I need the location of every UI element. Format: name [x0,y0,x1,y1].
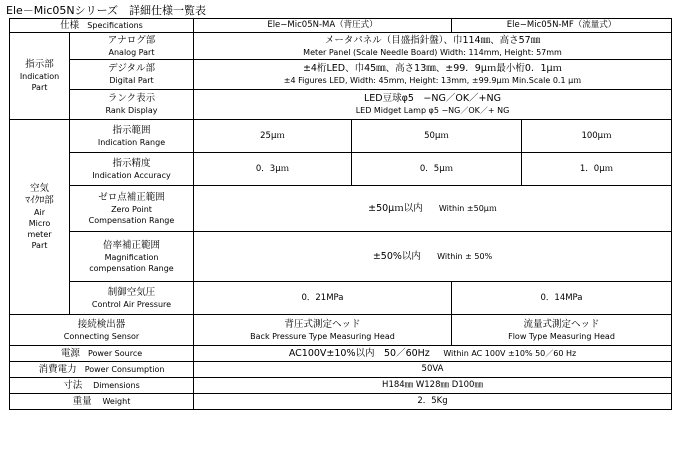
power-source-label-en: Power Source [87,348,143,358]
weight-row [10,394,672,410]
document-title: Ele－Mic05Nシリーズ 詳細仕様一覧表 [6,4,207,17]
power-consumption-value: 50VA [194,362,672,378]
digital-value-jp: ±4桁LED、巾45㎜、高さ13㎜、±99．9μｍ最小桁0．1μｍ [302,63,563,74]
dimensions-label-en: Dimensions [93,380,140,390]
pressure-row [10,282,672,315]
rank-row [10,90,672,120]
power-consumption-row [10,362,672,378]
connecting-mf-en: Flow Type Measuring Head [508,331,615,341]
analog-label-en: Analog Part [108,47,155,57]
spec-table [9,18,672,410]
range-row [10,120,672,153]
magnification-label-jp: 倍率補正範囲 [102,239,160,251]
zero-label [70,186,194,232]
air-group-en4: Part [31,241,48,250]
connecting-row [10,315,672,346]
indication-part-group [10,33,70,120]
model-ma-header: Ele−Mic05N-MA（背圧式） [194,19,452,33]
accuracy-value-2: 0．5μｍ [352,153,522,186]
zero-row [10,186,672,232]
range-value-2: 50μｍ [352,120,522,153]
air-group-en2: Micro [28,219,51,228]
air-part-group [10,120,70,315]
power-source-row [10,346,672,362]
pressure-label-jp: 制御空気圧 [107,286,156,298]
spec-header-en: Specifications [87,20,143,30]
magnification-label [70,232,194,282]
accuracy-label-en: Indication Accuracy [92,170,171,180]
connecting-label [10,315,194,346]
indication-group-en1: Indication [19,72,60,81]
connecting-ma [194,315,452,346]
air-group-jp1: 空気 [29,183,49,194]
range-label [70,120,194,153]
weight-label-jp: 重量 [72,395,92,407]
connecting-mf-jp: 流量式測定ヘッド [523,318,600,330]
power-source-label-jp: 電源 [60,347,80,359]
range-value-1: 25μｍ [194,120,352,153]
rank-value-jp: LED豆球φ5 −NG／OK／+NG [364,93,501,104]
connecting-ma-jp: 背圧式測定ヘッド [284,318,361,330]
magnification-row [10,232,672,282]
connecting-mf [452,315,672,346]
rank-value [194,90,672,120]
range-label-jp: 指示範囲 [112,124,151,136]
weight-label-en: Weight [102,396,131,406]
power-consumption-label [10,362,194,378]
digital-value-en: ±4 Figures LED, Width: 45mm, Height: 13mm, ±99.9μｍ Min.Scale 0.1 μｍ [283,76,582,85]
rank-label-jp: ランク表示 [107,93,156,104]
analog-value-jp: メータパネル（目盛指針盤）、巾114㎜、高さ57㎜ [324,34,541,46]
indication-group-en2: Part [31,83,48,92]
analog-value-en: Meter Panel (Scale Needle Board) Width: 114mm, Height: 57mm [303,47,562,57]
magnification-value-en: Within ± 50% [437,251,493,261]
pressure-ma-value: 0．21MPa [194,282,452,315]
dimensions-label-jp: 寸法 [63,379,83,391]
range-label-en: Indication Range [97,137,166,147]
accuracy-value-3: 1．0μｍ [522,153,672,186]
spec-header-jp: 仕様 [60,19,80,31]
digital-label-jp: デジタル部 [108,63,155,74]
connecting-label-en: Connecting Sensor [63,331,140,341]
zero-value-en: Within ±50μｍ [438,203,497,213]
digital-label-en: Digital Part [109,76,154,85]
weight-value: 2．5Kg [194,394,672,410]
magnification-label-en2: compensation Range [89,263,174,273]
pressure-label [70,282,194,315]
accuracy-row [10,153,672,186]
digital-value [194,60,672,90]
pressure-label-en: Control Air Pressure [91,299,172,309]
rank-label-en: Rank Display [105,106,158,115]
connecting-label-jp: 接続検出器 [77,318,126,330]
accuracy-value-1: 0．3μｍ [194,153,352,186]
zero-value-jp: ±50μｍ以内 [368,202,423,214]
zero-label-en1: Zero Point [111,204,152,214]
magnification-label-en1: Magnification [104,252,159,262]
spec-header-cell [10,19,194,33]
zero-label-jp: ゼロ点補正範囲 [98,191,165,203]
power-source-label [10,346,194,362]
power-consumption-label-jp: 消費電力 [38,363,77,375]
analog-label-jp: アナログ部 [107,34,156,46]
model-mf-header: Ele−Mic05N-MF（流量式） [452,19,672,33]
air-group-jp2: ﾏｲｸﾛ部 [25,195,54,206]
accuracy-label [70,153,194,186]
zero-label-en2: Compensation Range [88,215,175,225]
digital-row [10,60,672,90]
dimensions-row [10,378,672,394]
air-group-en1: Air [34,208,45,217]
analog-value [194,33,672,60]
digital-label [70,60,194,90]
power-source-value [194,346,672,362]
accuracy-label-jp: 指示精度 [112,157,151,169]
weight-label [10,394,194,410]
connecting-ma-en: Back Pressure Type Measuring Head [250,331,395,341]
pressure-mf-value: 0．14MPa [452,282,672,315]
air-group-en3: meter [27,230,52,239]
analog-label [70,33,194,60]
magnification-value [194,232,672,282]
power-consumption-label-en: Power Consumption [84,364,165,374]
magnification-value-jp: ±50%以内 [372,250,421,262]
power-source-value-en: Within AC 100V ±10% 50／60 Hz [443,348,577,358]
power-source-value-jp: AC100V±10%以内 50／60Hz [288,347,430,359]
dimensions-label [10,378,194,394]
zero-value [194,186,672,232]
rank-label [70,90,194,120]
dimensions-value: H184㎜ W128㎜ D100㎜ [194,378,672,394]
rank-value-en: LED Midget Lamp φ5 −NG／OK／+ NG [355,106,510,115]
indication-group-jp: 指示部 [25,59,54,70]
range-value-3: 100μｍ [522,120,672,153]
header-row [10,19,672,33]
analog-row [10,33,672,60]
